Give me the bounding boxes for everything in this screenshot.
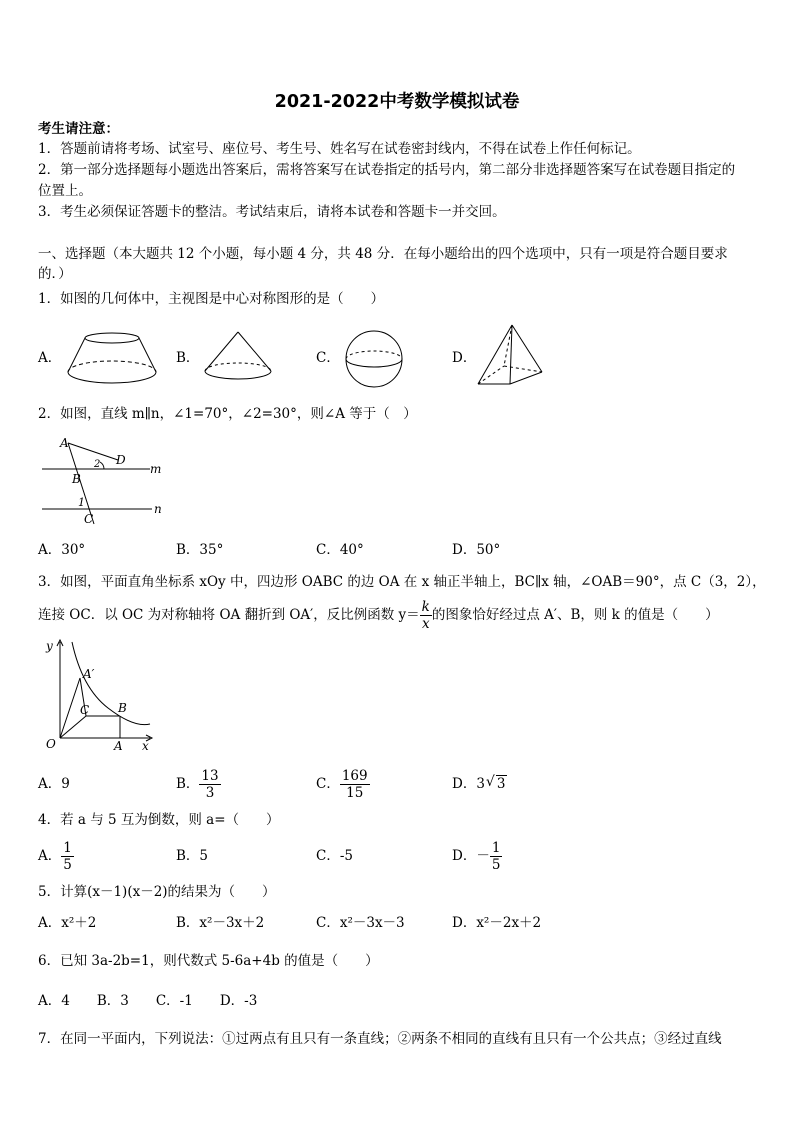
q4-option-a-prefix: A． <box>38 848 62 864</box>
question-1-stem: 1．如图的几何体中，主视图是中心对称图形的是（ ） <box>38 291 385 307</box>
q4-option-b: B．5 <box>176 848 209 864</box>
question-3-stem-line2 <box>38 598 719 632</box>
q1-option-b: B． <box>176 350 200 366</box>
frac-denominator: 5 <box>63 857 72 873</box>
label-y: y <box>46 639 53 653</box>
notice-heading: 考生请注意： <box>38 121 119 137</box>
q5-option-b: B．x²－3x＋2 <box>176 915 265 931</box>
q4-option-d-prefix: D．－ <box>452 848 490 864</box>
sqrt-radicand: 3 <box>496 776 506 792</box>
q1-option-c: C． <box>316 350 340 366</box>
label-c: C <box>84 512 94 526</box>
label-x: x <box>142 739 149 753</box>
q3-option-a: A．9 <box>38 776 70 792</box>
question-4-stem: 4．若 a 与 5 互为倒数，则 a=（ ） <box>38 812 280 828</box>
page-title: 2021-2022中考数学模拟试卷 <box>274 92 520 112</box>
frac-numerator: 1 <box>491 840 501 856</box>
parallel-lines-figure <box>38 432 168 528</box>
label-b: B <box>72 472 81 486</box>
q3-option-c <box>316 764 370 804</box>
frac-denominator: 15 <box>346 785 364 801</box>
label-n: n <box>154 502 162 516</box>
question-6-stem: 6．已知 3a-2b=1，则代数式 5-6a+4b 的值是（ ） <box>38 953 379 969</box>
sphere-figure <box>342 328 406 390</box>
q2-option-c: C．40° <box>316 542 364 558</box>
notice-item-2: 2．第一部分选择题每小题选出答案后，需将答案写在试卷指定的括号内，第二部分非选择题答案写在试卷题目指定的 <box>38 162 736 178</box>
q3-stem-part-b: 的图象恰好经过点 A′、B，则 k 的值是（ ） <box>431 607 719 623</box>
q1-option-a: A． <box>38 350 62 366</box>
q4-option-d-fraction <box>490 840 503 873</box>
label-angle-2: 2 <box>94 459 101 470</box>
frac-numerator: 169 <box>341 768 368 784</box>
label-a: A <box>114 739 123 753</box>
q4-option-d <box>452 836 502 876</box>
pyramid-figure <box>474 322 546 390</box>
question-7-stem: 7．在同一平面内，下列说法：①过两点有且只有一条直线；②两条不相同的直线有且只有一个公共点；③经过直线 <box>38 1031 722 1047</box>
sqrt-symbol: √ 3 <box>485 774 506 792</box>
label-o: O <box>46 737 56 751</box>
frac-denominator: x <box>421 616 430 632</box>
q3-option-b <box>176 764 221 804</box>
coordinate-figure <box>38 636 162 754</box>
q6-options: A．4 B．3 C．-1 D．-3 <box>38 993 258 1009</box>
q3-option-b-fraction <box>199 768 220 801</box>
section-heading-cont: 的．） <box>38 266 72 282</box>
question-3-stem-line1: 3．如图，平面直角坐标系 xOy 中，四边形 OABC 的边 OA 在 x 轴正半轴上，BC∥x 轴，∠OAB＝90°，点 C（3，2）， <box>38 574 766 590</box>
section-heading: 一、选择题（本大题共 12 个小题，每小题 4 分，共 48 分．在每小题给出的四个选项中，只有一项是符合题目要求 <box>38 246 728 262</box>
q3-option-c-prefix: C． <box>316 776 340 792</box>
label-d: D <box>116 453 126 467</box>
frac-numerator: k <box>421 599 430 615</box>
q3-option-d-text: D．3 <box>452 776 485 792</box>
notice-item-1: 1．答题前请将考场、试室号、座位号、考生号、姓名写在试卷密封线内，不得在试卷上作任何标记。 <box>38 141 641 157</box>
q3-option-c-fraction <box>340 768 370 801</box>
q3-fraction-k-over-x <box>420 599 432 632</box>
q5-option-c: C．x²－3x－3 <box>316 915 405 931</box>
question-5-stem: 5．计算(x－1)(x－2)的结果为（ ） <box>38 884 276 900</box>
label-a-prime: A′ <box>83 667 95 681</box>
cone-figure <box>200 328 276 384</box>
frac-numerator: 1 <box>63 840 72 856</box>
notice-item-2-cont: 位置上。 <box>38 183 92 199</box>
q1-option-d: D． <box>452 350 477 366</box>
frac-denominator: 5 <box>491 857 501 873</box>
label-c: C <box>80 703 90 717</box>
label-angle-1: 1 <box>78 496 85 509</box>
q2-option-b: B．35° <box>176 542 224 558</box>
frustum-figure <box>64 330 160 392</box>
q4-option-a-fraction <box>61 840 74 873</box>
label-b: B <box>118 701 127 715</box>
label-a: A <box>60 436 69 450</box>
q4-option-c: C．-5 <box>316 848 353 864</box>
q2-option-a: A．30° <box>38 542 86 558</box>
frac-numerator: 13 <box>201 768 219 784</box>
q4-option-a <box>38 836 74 876</box>
q2-option-d: D．50° <box>452 542 501 558</box>
notice-item-3: 3．考生必须保证答题卡的整洁。考试结束后，请将本试卷和答题卡一并交回。 <box>38 204 506 220</box>
q3-option-b-prefix: B． <box>176 776 200 792</box>
frac-denominator: 3 <box>205 785 215 801</box>
q5-option-d: D．x²－2x＋2 <box>452 915 542 931</box>
q3-option-d <box>452 774 507 794</box>
question-2-stem: 2．如图，直线 m∥n，∠1=70°，∠2=30°，则∠A 等于（ ） <box>38 406 417 422</box>
q5-option-a: A．x²＋2 <box>38 915 97 931</box>
q3-stem-part-a: 连接 OC．以 OC 为对称轴将 OA 翻折到 OA′，反比例函数 y＝ <box>38 607 420 623</box>
label-m: m <box>150 462 162 476</box>
